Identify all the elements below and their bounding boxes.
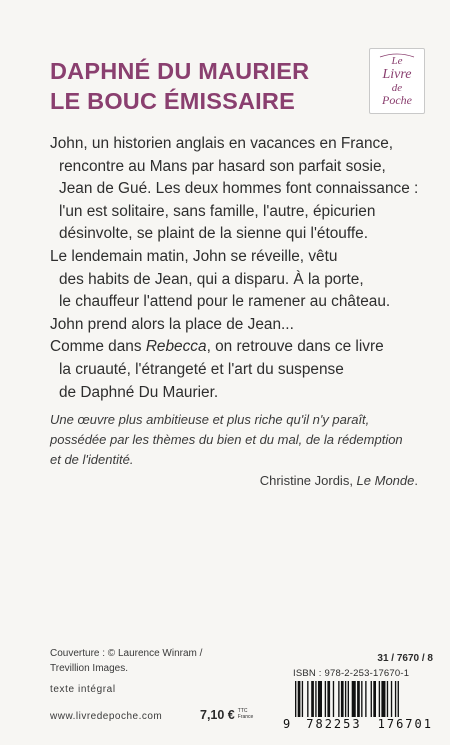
author-name: DAPHNÉ DU MAURIER: [50, 58, 310, 84]
tax-line: France: [237, 713, 254, 720]
tax-line: TTC: [237, 708, 248, 714]
logo-word-poche: Poche: [382, 93, 412, 107]
ean-digit-group: 9: [283, 717, 291, 731]
book-header: [50, 56, 309, 116]
back-cover-blurb: [50, 133, 430, 404]
blurb-line: rencontre au Mans par hasard son parfait sosie,: [59, 157, 386, 175]
quote-attribution: [260, 473, 418, 488]
blurb-fragment: Comme dans: [50, 338, 146, 356]
logo-word-livre: Livre: [382, 67, 412, 82]
ean-digit-group: 176701: [377, 717, 433, 731]
credit-line: Couverture : © Laurence Winram /: [50, 648, 203, 659]
blurb-line: de Daphné Du Maurier.: [59, 383, 219, 401]
quote-line: et de l'identité.: [50, 452, 134, 467]
livre-de-poche-logo: [369, 48, 425, 114]
blurb-line: des habits de Jean, qui a disparu. À la porte,: [59, 270, 364, 288]
isbn-number: ISBN : 978-2-253-17670-1: [293, 668, 410, 679]
catalog-code: 31 / 7670 / 8: [377, 653, 433, 664]
book-title: LE BOUC ÉMISSAIRE: [50, 88, 295, 114]
rebecca-title: Rebecca: [145, 338, 207, 356]
blurb-fragment: , on retrouve dans ce livre: [206, 338, 384, 356]
quote-line: possédée par les thèmes du bien et du mal, de la rédemption: [50, 432, 403, 447]
blurb-line: le chauffeur l'attend pour le ramener au château.: [59, 293, 391, 311]
ean-digits: [283, 717, 433, 731]
cover-credits: [50, 646, 202, 697]
barcode-block: [283, 653, 433, 731]
blurb-line-rebecca: [50, 336, 430, 359]
barcode-bars-icon: [283, 681, 433, 717]
attribution-source: Le Monde: [356, 473, 415, 488]
attribution-author: Christine Jordis,: [259, 473, 357, 488]
tax-note: [238, 709, 254, 720]
logo-frame-icon: [370, 49, 424, 113]
logo-word-de: de: [391, 82, 403, 94]
price-tag: [200, 708, 253, 722]
ean-digit-group: 782253: [306, 717, 362, 731]
blurb-line: Jean de Gué. Les deux hommes font connaissance :: [59, 180, 419, 198]
publisher-website: www.livredepoche.com: [50, 711, 163, 722]
blurb-line: Le lendemain matin, John se réveille, vêtu: [50, 247, 338, 265]
logo-word-le: Le: [391, 55, 403, 67]
blurb-line: l'un est solitaire, sans famille, l'autre, épicurien: [59, 202, 376, 220]
blurb-line: John, un historien anglais en vacances en France,: [50, 135, 394, 152]
blurb-line: John prend alors la place de Jean...: [50, 315, 294, 333]
blurb-line: la cruauté, l'étrangeté et l'art du suspense: [59, 360, 344, 378]
attribution-end: .: [414, 473, 418, 488]
credit-line: Trevillion Images.: [50, 663, 128, 674]
blurb-line: désinvolte, se plaint de la sienne qui l'étouffe.: [59, 225, 368, 243]
texte-integral-label: texte intégral: [50, 684, 116, 695]
price-amount: 7,10 €: [200, 708, 235, 722]
quote-line: Une œuvre plus ambitieuse et plus riche qu'il n'y paraît,: [50, 412, 370, 427]
press-quote: [50, 410, 430, 470]
